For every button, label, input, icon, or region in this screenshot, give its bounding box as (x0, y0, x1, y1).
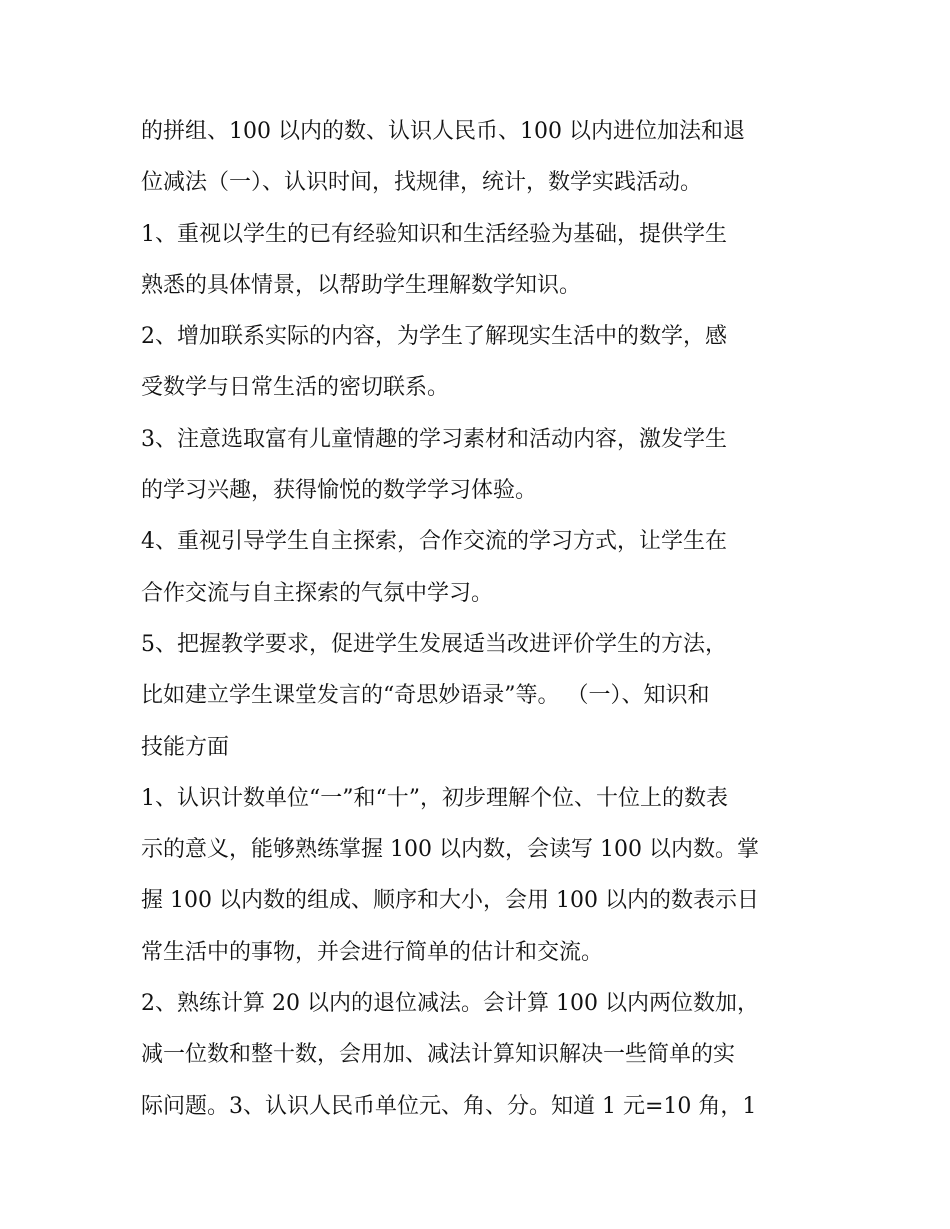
text-line-7: 3、注意选取富有儿童情趣的学习素材和活动内容，激发学生 (141, 426, 727, 452)
text-line-6: 受数学与日常生活的密切联系。 (141, 375, 450, 401)
text-line-3: 1、重视以学生的已有经验知识和生活经验为基础，提供学生 (141, 221, 727, 247)
text-line-18: 2、熟练计算 20 以内的退位减法。会计算 100 以内两位数加， (141, 991, 759, 1017)
text-line-5: 2、增加联系实际的内容，为学生了解现实生活中的数学，感 (141, 324, 727, 350)
text-line-4: 熟悉的具体情景，以帮助学生理解数学知识。 (141, 272, 582, 298)
text-line-14: 1、认识计数单位“一”和“十”，初步理解个位、十位上的数表 (141, 785, 728, 811)
text-line-17: 常生活中的事物，并会进行简单的估计和交流。 (141, 939, 604, 965)
text-line-13: 技能方面 (141, 734, 230, 760)
text-line-10: 合作交流与自主探索的气氛中学习。 (141, 580, 494, 606)
text-line-2: 位减法（一）、认识时间，找规律，统计，数学实践活动。 (141, 170, 703, 196)
text-line-16: 握 100 以内数的组成、顺序和大小，会用 100 以内的数表示日 (141, 888, 759, 914)
text-line-8: 的学习兴趣，获得愉悦的数学学习体验。 (141, 478, 538, 504)
text-line-20: 际问题。3、认识人民币单位元、角、分。知道 1 元=10 角，1 (141, 1093, 757, 1119)
text-line-1: 的拼组、100 以内的数、认识人民币、100 以内进位加法和退 (141, 119, 745, 144)
text-line-12: 比如建立学生课堂发言的“奇思妙语录”等。 （一）、知识和 (141, 683, 710, 709)
text-line-11: 5、把握教学要求，促进学生发展适当改进评价学生的方法， (141, 631, 727, 657)
text-line-19: 减一位数和整十数，会用加、减法计算知识解决一些简单的实 (141, 1042, 736, 1068)
text-line-9: 4、重视引导学生自主探索，合作交流的学习方式，让学生在 (141, 529, 727, 555)
text-line-15: 示的意义，能够熟练掌握 100 以内数，会读写 100 以内数。掌 (141, 837, 759, 863)
body-text (141, 106, 821, 1132)
